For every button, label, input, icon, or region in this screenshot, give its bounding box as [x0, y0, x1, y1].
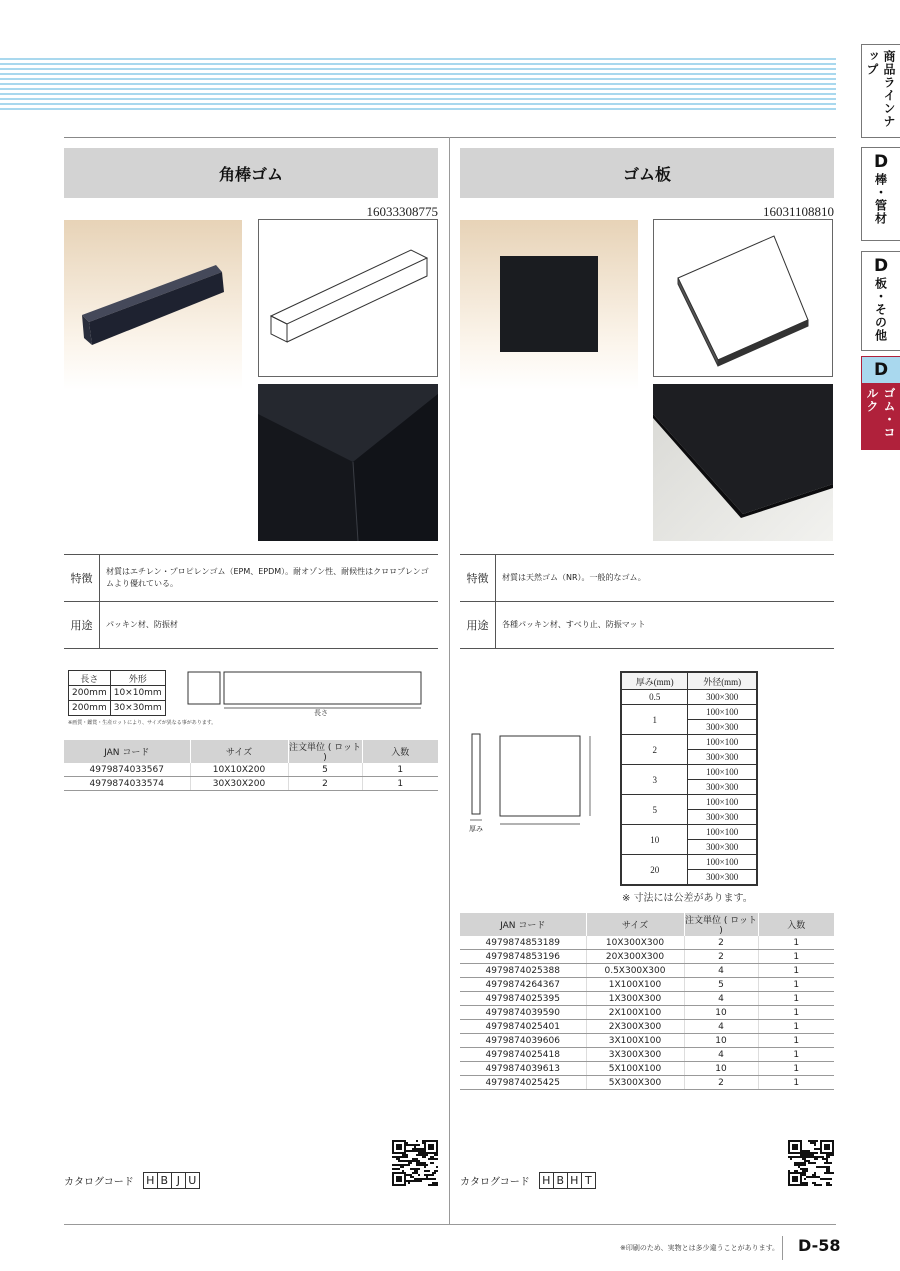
jan-header: 注文単位 ( ロット )	[288, 740, 362, 763]
dim-header: 外形	[110, 671, 165, 686]
lot: 4	[684, 1048, 758, 1062]
left-catalog-code	[64, 1172, 200, 1189]
jan-code: 4979874025401	[460, 1020, 586, 1034]
lot: 4	[684, 992, 758, 1006]
thickness-value: 1	[621, 705, 688, 735]
jan-header: JAN コード	[64, 740, 190, 763]
size: 30X30X200	[190, 777, 288, 791]
table-row	[460, 1020, 834, 1034]
size: 10X10X200	[190, 763, 288, 777]
qty: 1	[758, 1020, 834, 1034]
column-divider	[449, 137, 450, 1225]
qty: 1	[758, 1062, 834, 1076]
catalog-char: U	[185, 1172, 200, 1189]
thickness-value: 10	[621, 825, 688, 855]
tab-rubber-cork[interactable]	[861, 356, 900, 450]
lot: 2	[684, 936, 758, 950]
tab-plates-other-label: 板・その他	[873, 277, 888, 342]
page-separator	[782, 1236, 783, 1260]
catalog-label: カタログコード	[460, 1177, 530, 1188]
jan-code: 4979874853189	[460, 936, 586, 950]
jan-code: 4979874025388	[460, 964, 586, 978]
tab-rubber-cork-label: ゴム・コルク	[865, 387, 896, 439]
outer-size-value: 300×300	[688, 810, 757, 825]
top-rule	[64, 137, 836, 138]
rubber-sheet-photo	[460, 220, 638, 390]
table-row	[460, 964, 834, 978]
jan-code: 4979874025418	[460, 1048, 586, 1062]
qty: 1	[362, 777, 438, 791]
table-row	[460, 1006, 834, 1020]
jan-code: 4979874033567	[64, 763, 190, 777]
jan-header: JAN コード	[460, 913, 586, 936]
outer-size-value: 300×300	[688, 690, 757, 705]
size: 0.5X300X300	[586, 964, 684, 978]
right-features-table	[460, 554, 834, 649]
jan-code: 4979874039613	[460, 1062, 586, 1076]
usage-label: 用途	[460, 602, 496, 648]
right-jan-table	[460, 913, 834, 1090]
outer-size-value: 100×100	[688, 705, 757, 720]
outer-size-value: 300×300	[688, 720, 757, 735]
catalog-char: B	[157, 1172, 172, 1189]
lot: 4	[684, 1020, 758, 1034]
qty: 1	[758, 1006, 834, 1020]
usage-label: 用途	[64, 602, 100, 648]
outer-size-value: 300×300	[688, 870, 757, 886]
tab-letter: D	[873, 256, 889, 276]
thickness-value: 3	[621, 765, 688, 795]
left-product-code: 16033308775	[366, 204, 438, 219]
tab-lineup-label: 商品ラインナップ	[865, 50, 896, 128]
lot: 2	[684, 950, 758, 964]
tab-rods-tubes[interactable]	[861, 147, 900, 241]
size: 1X300X300	[586, 992, 684, 1006]
qty: 1	[758, 1034, 834, 1048]
thickness-value: 2	[621, 735, 688, 765]
size: 3X300X300	[586, 1048, 684, 1062]
tab-lineup[interactable]	[861, 44, 900, 138]
lot: 10	[684, 1034, 758, 1048]
qty: 1	[758, 1076, 834, 1090]
outer-size-value: 100×100	[688, 795, 757, 810]
sheet-dimension-diagram	[466, 728, 601, 838]
page-number: D-58	[798, 1236, 841, 1255]
table-row	[64, 763, 438, 777]
catalog-char: H	[143, 1172, 158, 1189]
right-product-code: 16031108810	[762, 204, 834, 219]
jan-header: 注文単位 ( ロット )	[684, 913, 758, 936]
rubber-bar-photo	[64, 220, 242, 390]
thick-header: 厚み(mm)	[621, 672, 688, 690]
outer-size-value: 100×100	[688, 765, 757, 780]
thick-row	[621, 705, 757, 720]
left-features-table	[64, 554, 438, 649]
lot: 2	[288, 777, 362, 791]
left-dimension-table	[68, 670, 166, 716]
tab-rods-tubes-label: 棒・管材	[873, 173, 888, 225]
thick-row	[621, 825, 757, 840]
outer-size-value: 300×300	[688, 780, 757, 795]
print-disclaimer: ※印刷のため、実物とは多少違うことがあります。	[620, 1244, 780, 1252]
jan-code: 4979874853196	[460, 950, 586, 964]
catalog-char: J	[171, 1172, 186, 1189]
dim-cell: 10×10mm	[110, 686, 165, 701]
right-catalog-code	[460, 1172, 596, 1189]
jan-code: 4979874039590	[460, 1006, 586, 1020]
outer-size-value: 100×100	[688, 735, 757, 750]
dim-cell: 200mm	[69, 686, 111, 701]
thick-header: 外径(mm)	[688, 672, 757, 690]
size: 1X100X100	[586, 978, 684, 992]
feature-label: 特徴	[460, 555, 496, 601]
thickness-table	[620, 671, 758, 886]
feature-text: 材質は天然ゴム（NR）。一般的なゴム。	[502, 573, 646, 582]
qty: 1	[758, 964, 834, 978]
usage-text: パッキン材、防振材	[106, 620, 178, 629]
size: 20X300X300	[586, 950, 684, 964]
table-row	[460, 992, 834, 1006]
dim-cell: 30×30mm	[110, 701, 165, 716]
jan-code: 4979874025395	[460, 992, 586, 1006]
left-product-title: 角棒ゴム	[64, 148, 438, 198]
jan-code: 4979874039606	[460, 1034, 586, 1048]
rubber-sheet-sketch	[653, 219, 833, 377]
jan-header: 入数	[362, 740, 438, 763]
qty: 1	[362, 763, 438, 777]
thick-row	[621, 855, 757, 870]
qty: 1	[758, 1048, 834, 1062]
table-row	[460, 1076, 834, 1090]
table-row	[460, 936, 834, 950]
size: 2X300X300	[586, 1020, 684, 1034]
size: 10X300X300	[586, 936, 684, 950]
dim-cell: 200mm	[69, 701, 111, 716]
table-row	[64, 777, 438, 791]
jan-code: 4979874264367	[460, 978, 586, 992]
rubber-bar-sketch	[258, 219, 438, 377]
left-qr-code[interactable]	[392, 1140, 438, 1186]
left-jan-table	[64, 740, 438, 791]
right-qr-code[interactable]	[788, 1140, 834, 1186]
outer-size-value: 100×100	[688, 825, 757, 840]
tolerance-note: ※ 寸法には公差があります。	[622, 893, 753, 904]
size: 5X100X100	[586, 1062, 684, 1076]
lot: 5	[288, 763, 362, 777]
size: 5X300X300	[586, 1076, 684, 1090]
table-row	[460, 950, 834, 964]
tab-letter: D	[862, 357, 900, 383]
dimension-note: ※画質・鑑賞・生産ロットにより、サイズが異なる事があります。	[68, 720, 217, 726]
jan-code: 4979874025425	[460, 1076, 586, 1090]
tab-letter: D	[873, 152, 889, 172]
jan-header: 入数	[758, 913, 834, 936]
tab-plates-other[interactable]	[861, 251, 900, 351]
qty: 1	[758, 978, 834, 992]
catalog-label: カタログコード	[64, 1177, 134, 1188]
qty: 1	[758, 992, 834, 1006]
lot: 5	[684, 978, 758, 992]
catalog-char: T	[581, 1172, 596, 1189]
jan-header: サイズ	[190, 740, 288, 763]
length-label: 長さ	[314, 709, 328, 717]
thick-row	[621, 735, 757, 750]
qty: 1	[758, 936, 834, 950]
header-stripes	[0, 58, 836, 110]
outer-size-value: 300×300	[688, 750, 757, 765]
right-product-title: ゴム板	[460, 148, 834, 198]
jan-header: サイズ	[586, 913, 684, 936]
thickness-value: 20	[621, 855, 688, 886]
size: 3X100X100	[586, 1034, 684, 1048]
thickness-label: 厚み	[469, 825, 483, 833]
lot: 2	[684, 1076, 758, 1090]
thick-row	[621, 795, 757, 810]
bar-dimension-diagram	[186, 670, 422, 720]
lot: 4	[684, 964, 758, 978]
rubber-bar-closeup-photo	[258, 384, 438, 541]
dim-header: 長さ	[69, 671, 111, 686]
lot: 10	[684, 1006, 758, 1020]
table-row	[460, 1034, 834, 1048]
usage-text: 各種パッキン材、すべり止、防振マット	[502, 620, 646, 629]
bottom-rule	[64, 1224, 836, 1225]
jan-code: 4979874033574	[64, 777, 190, 791]
table-row	[460, 978, 834, 992]
thick-row	[621, 690, 757, 705]
rubber-sheet-closeup-photo	[653, 384, 833, 541]
outer-size-value: 300×300	[688, 840, 757, 855]
catalog-char: H	[567, 1172, 582, 1189]
lot: 10	[684, 1062, 758, 1076]
size: 2X100X100	[586, 1006, 684, 1020]
outer-size-value: 100×100	[688, 855, 757, 870]
feature-label: 特徴	[64, 555, 100, 601]
catalog-char: B	[553, 1172, 568, 1189]
table-row	[460, 1048, 834, 1062]
thickness-value: 5	[621, 795, 688, 825]
thick-row	[621, 765, 757, 780]
catalog-char: H	[539, 1172, 554, 1189]
feature-text: 材質はエチレン・プロピレンゴム（EPM、EPDM）。耐オゾン性、耐候性はクロロプレンゴムより優れている。	[106, 567, 429, 588]
table-row	[460, 1062, 834, 1076]
thickness-value: 0.5	[621, 690, 688, 705]
qty: 1	[758, 950, 834, 964]
